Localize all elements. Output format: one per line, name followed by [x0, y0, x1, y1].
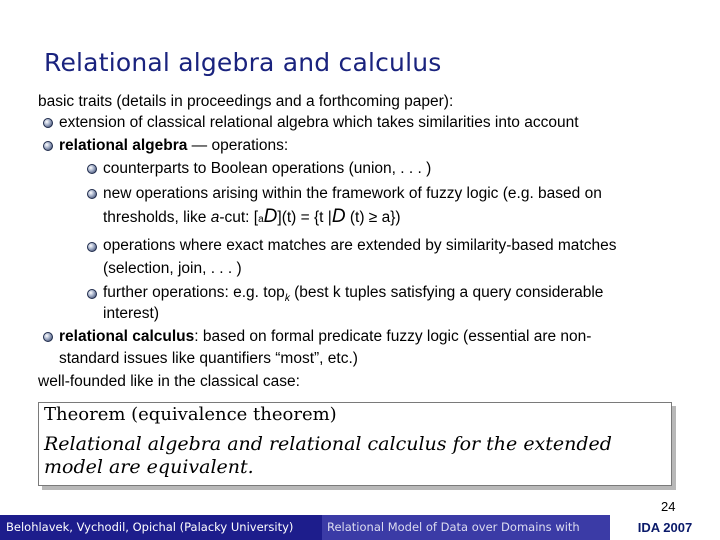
bullet-icon [87, 242, 97, 252]
bullet-icon [87, 289, 97, 299]
wellfounded-text: well-founded like in the classical case: [38, 373, 300, 390]
slide-title: Relational algebra and calculus [44, 48, 442, 77]
item-rc-line2: standard issues like quantifiers “most”, etc.) [59, 350, 358, 367]
newops-alpha-sup: a [258, 214, 264, 225]
rc-rest: : based on formal predicate fuzzy logic (essential are non- [194, 328, 592, 345]
bullet-icon [87, 164, 97, 174]
further-sub-k: k [284, 293, 290, 305]
further-text-a: further operations: e.g. top [103, 284, 285, 301]
theorem-box [38, 402, 672, 486]
footer-bar [0, 515, 720, 540]
footer-talk-title: Relational Model of Data over Domains with [322, 515, 610, 540]
theorem-title: Theorem (equivalence theorem) [44, 404, 337, 425]
further-text-c: (best k tuples satisfying a query considerable [289, 284, 604, 301]
ra-rest: — operations: [187, 137, 289, 154]
newops-alpha: a [210, 209, 220, 226]
item-exact-line1: operations where exact matches are extended by similarity-based matches [103, 237, 617, 254]
ra-label: relational algebra [59, 137, 188, 154]
page-number: 24 [661, 499, 676, 514]
item-exact-line2: (selection, join, . . . ) [103, 260, 242, 277]
item-further-line1 [103, 283, 603, 309]
item-further-line2: interest) [103, 305, 159, 322]
bullet-icon [43, 118, 53, 128]
bullet-icon [43, 332, 53, 342]
rc-label: relational calculus [59, 328, 195, 345]
newops-text-c: -cut: [ [219, 209, 259, 226]
newops-text-a: thresholds, like [103, 209, 211, 226]
item-relational-calculus [59, 327, 591, 347]
footer-authors: Belohlavek, Vychodil, Opichal (Palacky University) [0, 515, 322, 540]
newops-D2: D [331, 206, 346, 227]
item-extension: extension of classical relational algebra which takes similarities into account [59, 114, 579, 131]
item-counterparts: counterparts to Boolean operations (union, . . . ) [103, 160, 432, 177]
intro-text: basic traits (details in proceedings and a forthcoming paper): [38, 93, 454, 110]
bullet-icon [87, 189, 97, 199]
newops-D: D [263, 206, 278, 227]
newops-text-f: ](t) = {t | [277, 209, 332, 226]
item-newops-line2 [103, 207, 401, 230]
bullet-icon [43, 141, 53, 151]
theorem-body: Relational algebra and relational calculus for the extended model are equivalent. [44, 433, 612, 478]
footer-venue: IDA 2007 [610, 515, 720, 540]
item-newops-line1: new operations arising within the framework of fuzzy logic (e.g. based on [103, 185, 602, 202]
newops-text-h: (t) ≥ a}) [345, 209, 401, 226]
item-relational-algebra [59, 136, 288, 156]
